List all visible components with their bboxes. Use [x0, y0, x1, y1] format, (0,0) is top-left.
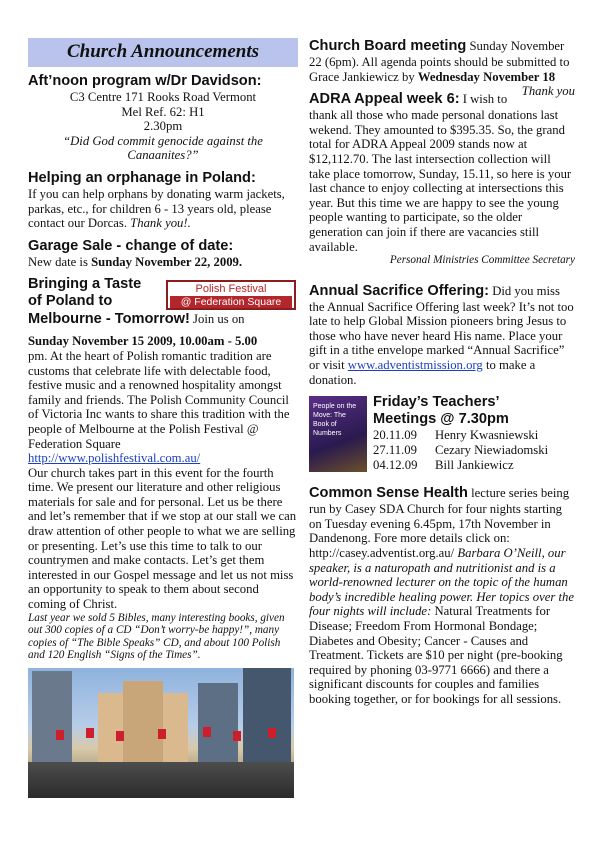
federation-square-photo: [28, 668, 294, 798]
health-heading: Common Sense Health: [309, 485, 468, 502]
common-sense-health-notice: Common Sense Health lecture series being run by Casey SDA Church for four nights starting on Tuesday evening 6.45pm, 17th November in Dandenong. Fore more details click on: http://casey.adventist.org.au/ Barbara O’Neill, our speaker, is a naturopath and nutritionist and is a world-renowned lecturer on the topic of the human body’s incredible healing power. Her topics over the four nights will include: Natural Treatments for Disease; Freedom From Hormonal Bondage; Diabetes and Obesity; Cancer - Causes and Treatment. Tickets are $10 per night (pre-booking required by phoning 03-9771 6666) and there a significant discounts for couples and families booking together, or for bookings for all sessions.: [309, 485, 574, 706]
orphanage-heading: Helping an orphanage in Poland:: [28, 169, 256, 186]
list-item: 20.11.09 Henry Kwasniewski: [373, 428, 539, 443]
left-column: [28, 38, 298, 798]
poland-heading-1: Bringing a Taste: [28, 276, 142, 293]
afternoon-quote: “Did God commit genocide against the Canaanites?”: [63, 133, 263, 163]
page-title: Church Announcements: [28, 38, 298, 67]
sacrifice-heading: Annual Sacrifice Offering:: [309, 282, 490, 299]
poland-last-year: Last year we sold 5 Bibles, many interesting books, given out 300 copies of a CD “Don’t worry-be happy!”, many copies of “The Bible Speaks” CD, and about 100 Polish and 120 English “Signs of the Times”.: [28, 611, 285, 662]
sacrifice-offering-notice: Annual Sacrifice Offering: Did you miss the Annual Sacrifice Offering last week? It’s not too late to help Global Mission pioneers bring Jesus to those who have never heard His name. Place your gift in a tithe envelope marked “Annual Sacrifice” or visit www.adventistmission.org to make a donation.: [309, 282, 574, 387]
teachers-heading-2: Meetings @ 7.30pm: [373, 411, 509, 428]
garage-body: New date is Sunday November 22, 2009.: [28, 254, 243, 269]
right-column: [309, 38, 575, 707]
adventist-mission-link[interactable]: www.adventistmission.org: [347, 358, 483, 372]
afternoon-venue: C3 Centre 171 Rooks Road Vermont: [69, 90, 257, 104]
polish-festival-link[interactable]: http://www.polishfestival.com.au/: [28, 451, 201, 466]
polish-festival-logo: Polish Festival @ Federation Square: [166, 280, 296, 310]
polish-festival-notice: Bringing a Taste of Poland to Melbourne - Tomorrow! Join us on Polish Festival @ Federation Square Sunday November 15 2009, 10.00am - 5.00 pm. At the heart of Polish romantic tradition are customs that celebrate life with delectable food, festive music and a renowned hospitality amongst family and friends. The Polish Community Council of Victoria Inc wants to share this tradition with the people of Melbourne at the Polish Festival @ Federation Square http://www.polishfestival.com.au/ Our church takes part in this event for the fourth time. We present our literature and other religious materials for sale and for personal. Let us be there and let’s remember that if we stop at our stall we can draw attention of other people to what we are selling or presenting. Let’s use this time to talk to our countrymen and make contacts. Let’s get them interested in our Gospel message and let us not miss an opportunity to speak to them about second coming of Christ. Last year we sold 5 Bibles, many interesting books, given out 300 copies of a CD “Don’t worry-be happy!”, many copies of “The Bible Speaks” CD, and about 100 Polish and 120 English “Signs of the Times”.: [28, 276, 298, 797]
adra-appeal-notice: ADRA Appeal week 6: I wish to thank all those who made personal donations last wekend. They amounted to $395.35. So, the grand total for ADRA Appeal 2009 stands now at $12,112.70. The last intersection collection will take place tomorrow, Sunday, 15.11, so here is your last chance to enjoy collecting at intersections this year. But this time we are happy to see the young people wanting to participate, so the older generation can join if there are vacancies still available. Personal Ministries Committee Secretary: [309, 91, 575, 267]
list-item: 27.11.09 Cezary Niewiadomski: [373, 443, 549, 458]
poland-body: pm. At the heart of Polish romantic tradition are customs that celebrate life with delectable food, festive music and a renowned hospitality amongst family and friends. The Polish Community Council of Victoria Inc wants to share this tradition with the people of Melbourne at the Polish Festival @ Federation Square: [28, 348, 290, 451]
afternoon-time: 2.30pm: [143, 119, 183, 134]
board-heading: Church Board meeting: [309, 38, 467, 54]
teachers-meetings: [309, 394, 575, 478]
book-of-numbers-cover: People on the Move: The Book of Numbers: [309, 396, 367, 472]
garage-sale-notice: [28, 238, 298, 270]
orphanage-body: If you can help orphans by donating warm jackets, parkas, etc., for children 6 - 13 years old, please contact our Dorcas. Thank you!.: [28, 186, 285, 231]
teachers-heading-1: Friday’s Teachers’: [373, 394, 500, 411]
church-board-notice: Church Board meeting Sunday November 22 (6pm). All agenda points should be submitted to Grace Jankiewicz by Wednesday November 18 Thank you: [309, 38, 575, 99]
poland-body-2: Our church takes part in this event for the fourth time. We present our literature and other religious materials for sale and for personal. Let us be there and let’s remember that if we stop at our stall we can draw attention of other people to what we are selling or presenting. Let’s use this time to talk to our countrymen and make contacts. Let’s get them interested in our Gospel message and let us not miss an opportunity to speak to them about second coming of Christ.: [28, 465, 297, 612]
orphanage-notice: [28, 170, 298, 231]
poland-heading-2: of Poland to: [28, 293, 113, 310]
afternoon-ref: Mel Ref. 62: H1: [121, 104, 205, 119]
garage-heading: Garage Sale - change of date:: [28, 237, 234, 254]
list-item: 04.12.09 Bill Jankiewicz: [373, 458, 514, 473]
poland-heading-3: Melbourne - Tomorrow!: [28, 311, 190, 328]
afternoon-heading: Aft’noon program w/Dr Davidson:: [28, 73, 262, 89]
afternoon-program: [28, 73, 298, 163]
poland-date: Sunday November 15 2009, 10.00am - 5.00: [28, 334, 258, 349]
adra-heading: ADRA Appeal week 6:: [309, 91, 460, 108]
adra-signature: Personal Ministries Committee Secretary: [389, 254, 575, 267]
